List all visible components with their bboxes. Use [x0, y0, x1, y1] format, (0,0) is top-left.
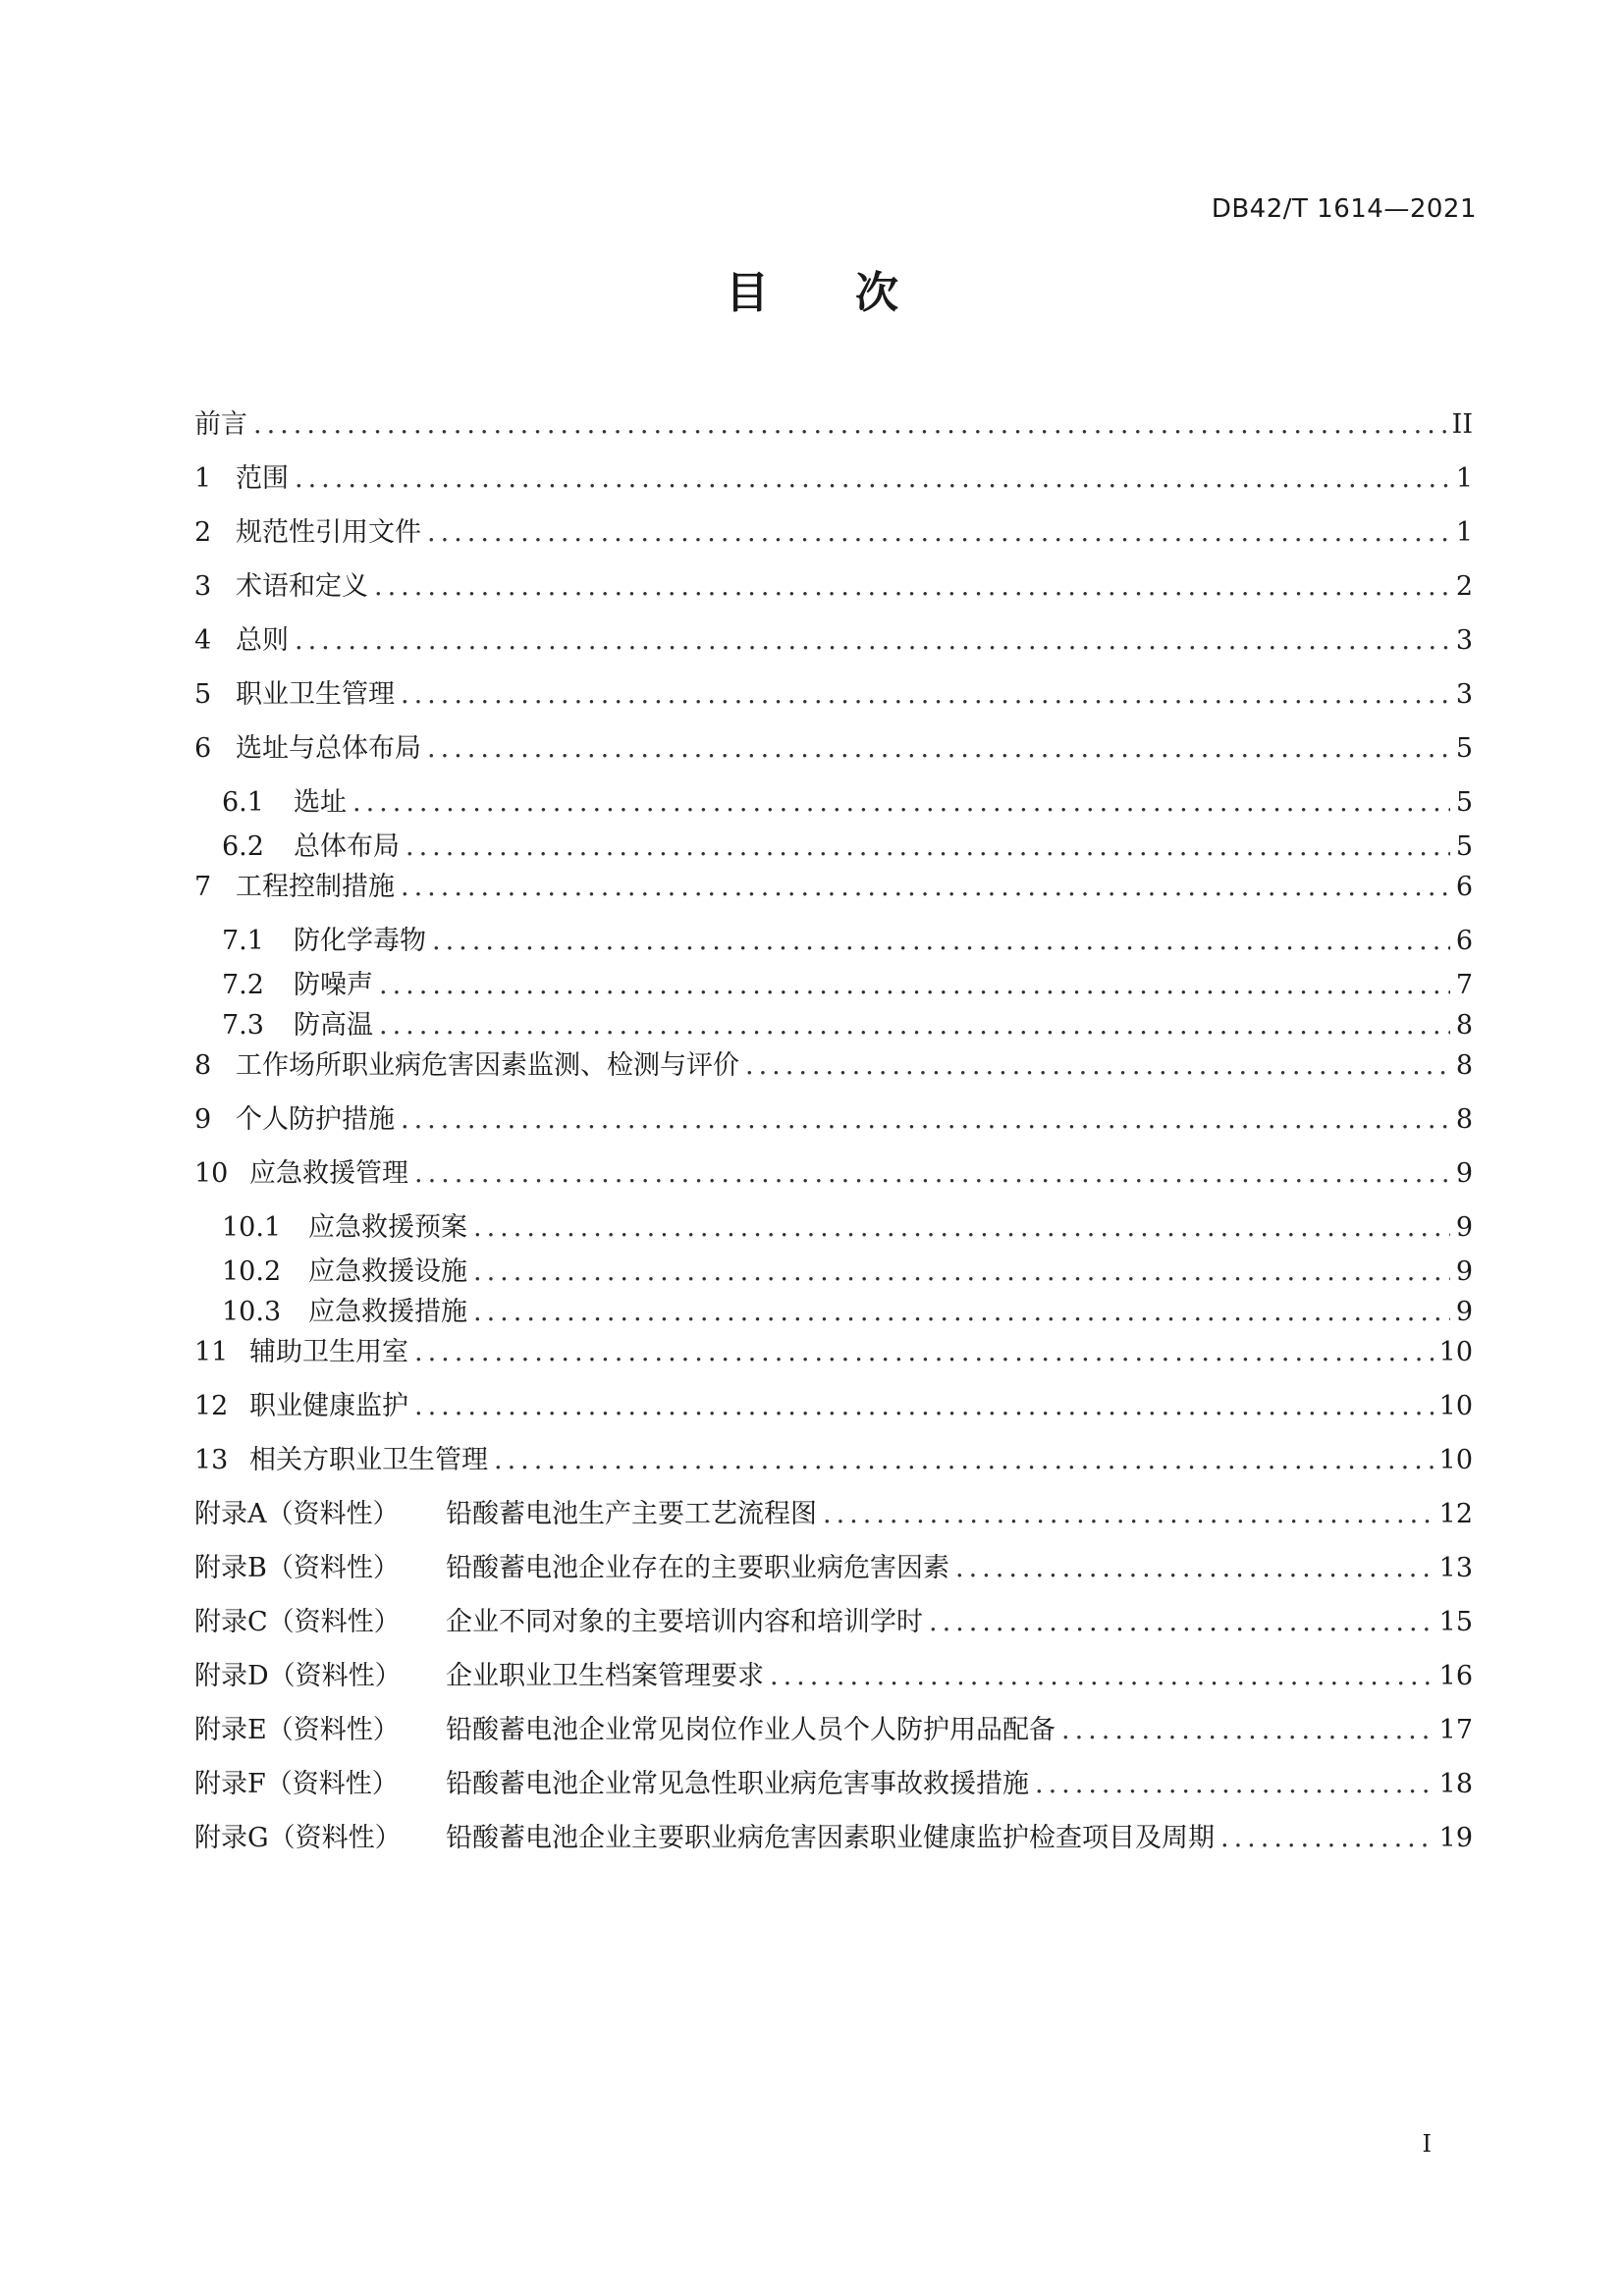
toc-leader-dots — [414, 1337, 1434, 1367]
toc-leader-dots — [379, 970, 1450, 1000]
toc-entry-number: 附录G（资料性） — [194, 1823, 402, 1853]
toc-entry-number: 8 — [194, 1050, 212, 1081]
toc-leader-dots — [929, 1607, 1434, 1637]
toc-leader-dots — [432, 926, 1450, 956]
toc-leader-dots — [1061, 1715, 1434, 1745]
toc-entry-number: 7.1 — [222, 926, 264, 956]
toc-entry[interactable] — [194, 456, 1473, 510]
toc-entry[interactable] — [194, 1250, 1473, 1290]
toc-entry[interactable] — [194, 1043, 1473, 1097]
toc-leader-dots — [427, 733, 1450, 764]
toc-entry-page: 17 — [1438, 1715, 1473, 1745]
toc-entry[interactable] — [194, 1205, 1473, 1250]
toc-entry[interactable] — [194, 618, 1473, 672]
toc-entry[interactable] — [194, 1384, 1473, 1438]
toc-leader-dots — [401, 679, 1450, 710]
toc-leader-dots — [427, 517, 1450, 548]
toc-entry-page: 9 — [1455, 1212, 1473, 1243]
toc-entry-number: 13 — [194, 1445, 229, 1475]
toc-entry-label: 工程控制措施 — [236, 872, 395, 902]
toc-entry-number: 附录D（资料性） — [194, 1661, 402, 1691]
toc-entry[interactable] — [194, 1097, 1473, 1151]
toc-entry-label: 企业职业卫生档案管理要求 — [446, 1661, 764, 1691]
toc-entry-label: 总体布局 — [294, 831, 400, 862]
toc-entry[interactable] — [194, 1708, 1473, 1762]
toc-entry-number: 5 — [194, 679, 212, 710]
toc-entry-number: 附录B（资料性） — [194, 1553, 400, 1583]
toc-entry-number: 6.1 — [222, 787, 264, 818]
toc-leader-dots — [295, 463, 1450, 494]
toc-entry-page: 6 — [1455, 926, 1473, 956]
toc-entry-page: 12 — [1438, 1499, 1473, 1529]
toc-entry[interactable] — [194, 865, 1473, 919]
toc-entry-label: 企业不同对象的主要培训内容和培训学时 — [446, 1607, 923, 1637]
toc-entry-number: 7.2 — [222, 970, 264, 1000]
toc-leader-dots — [494, 1445, 1434, 1475]
toc-entry-label: 应急救援设施 — [308, 1256, 467, 1287]
toc-leader-dots — [473, 1256, 1450, 1287]
toc-entry-page: 9 — [1455, 1256, 1473, 1287]
toc-entry-number: 附录E（资料性） — [194, 1715, 400, 1745]
toc-entry-label: 铅酸蓄电池生产主要工艺流程图 — [446, 1499, 817, 1529]
toc-entry-page: 8 — [1455, 1104, 1473, 1135]
toc-entry-page: 10 — [1438, 1337, 1473, 1367]
toc-entry-label: 防噪声 — [294, 970, 373, 1000]
toc-leader-dots — [374, 571, 1450, 602]
toc-entry-label: 选址与总体布局 — [236, 733, 421, 764]
toc-entry[interactable] — [194, 1492, 1473, 1546]
toc-entry-label: 铅酸蓄电池企业主要职业病危害因素职业健康监护检查项目及周期 — [446, 1823, 1215, 1853]
toc-entry[interactable] — [194, 1762, 1473, 1816]
toc-entry-label: 职业卫生管理 — [236, 679, 395, 710]
toc-entry-label: 应急救援措施 — [308, 1297, 467, 1327]
toc-entry-label: 铅酸蓄电池企业常见岗位作业人员个人防护用品配备 — [446, 1715, 1056, 1745]
toc-entry[interactable] — [194, 1290, 1473, 1330]
toc-entry-page: 19 — [1438, 1823, 1473, 1853]
toc-entry-label: 范围 — [236, 463, 289, 494]
toc-entry-page: 1 — [1455, 517, 1473, 548]
toc-entry-label: 选址 — [294, 787, 347, 818]
toc-entry[interactable] — [194, 1003, 1473, 1043]
toc-entry-label: 总则 — [236, 625, 289, 656]
page-title: 目次 — [726, 268, 985, 318]
toc-entry-number: 附录C（资料性） — [194, 1607, 401, 1637]
toc-entry[interactable] — [194, 963, 1473, 1003]
toc-entry-page: II — [1451, 409, 1473, 440]
toc-entry-page: 5 — [1455, 831, 1473, 862]
toc-entry-page: 3 — [1455, 625, 1473, 656]
toc-entry-page: 7 — [1455, 970, 1473, 1000]
toc-entry[interactable] — [194, 1654, 1473, 1708]
toc-leader-dots — [823, 1499, 1434, 1529]
toc-entry-page: 2 — [1455, 571, 1473, 602]
toc-entry[interactable] — [194, 510, 1473, 564]
toc-entry-page: 15 — [1438, 1607, 1473, 1637]
standard-code: DB42/T 1614—2021 — [1211, 194, 1477, 224]
toc-leader-dots — [1035, 1769, 1434, 1799]
toc-leader-dots — [473, 1297, 1450, 1327]
toc-entry-page: 16 — [1438, 1661, 1473, 1691]
toc-entry[interactable] — [194, 672, 1473, 726]
toc-entry-label: 工作场所职业病危害因素监测、检测与评价 — [236, 1050, 739, 1081]
toc-entry-page: 8 — [1455, 1050, 1473, 1081]
toc-leader-dots — [473, 1212, 1450, 1243]
toc-entry[interactable] — [194, 564, 1473, 618]
toc-leader-dots — [401, 872, 1450, 902]
toc-entry-page: 5 — [1455, 733, 1473, 764]
toc-entry-number: 3 — [194, 571, 212, 602]
toc-entry-label: 防化学毒物 — [294, 926, 426, 956]
toc-leader-dots — [1220, 1823, 1434, 1853]
toc-entry-page: 1 — [1455, 463, 1473, 494]
toc-leader-dots — [414, 1158, 1450, 1189]
toc-entry-number: 附录A（资料性） — [194, 1499, 400, 1529]
toc-entry-number: 9 — [194, 1104, 212, 1135]
toc-entry[interactable] — [194, 726, 1473, 780]
toc-entry-page: 18 — [1438, 1769, 1473, 1799]
toc-entry-number: 7 — [194, 872, 212, 902]
toc-entry[interactable] — [194, 1438, 1473, 1492]
toc-entry-number: 10 — [194, 1158, 229, 1189]
toc-entry-number: 6 — [194, 733, 212, 764]
toc-entry-page: 6 — [1455, 872, 1473, 902]
toc-entry-page: 13 — [1438, 1553, 1473, 1583]
toc-entry[interactable] — [194, 1330, 1473, 1384]
toc-leader-dots — [414, 1391, 1434, 1421]
toc-leader-dots — [295, 625, 1450, 656]
toc-entry-label: 相关方职业卫生管理 — [249, 1445, 488, 1475]
toc-entry-number: 2 — [194, 517, 212, 548]
toc-entry-number: 10.1 — [222, 1212, 282, 1243]
toc-leader-dots — [401, 1104, 1450, 1135]
toc-entry-number: 4 — [194, 625, 212, 656]
toc-leader-dots — [352, 787, 1450, 818]
toc-leader-dots — [253, 409, 1446, 440]
table-of-contents — [194, 402, 1473, 1870]
toc-entry-number: 10.3 — [222, 1297, 282, 1327]
toc-entry-page: 8 — [1455, 1010, 1473, 1041]
toc-entry-page: 9 — [1455, 1158, 1473, 1189]
toc-entry-page: 3 — [1455, 679, 1473, 710]
toc-entry-label: 防高温 — [294, 1010, 373, 1041]
toc-entry[interactable] — [194, 1816, 1473, 1870]
toc-entry-label: 个人防护措施 — [236, 1104, 395, 1135]
toc-entry-label: 铅酸蓄电池企业常见急性职业病危害事故救援措施 — [446, 1769, 1029, 1799]
toc-entry-label: 术语和定义 — [236, 571, 368, 602]
toc-entry-number: 7.3 — [222, 1010, 264, 1041]
toc-entry-number: 10.2 — [222, 1256, 282, 1287]
toc-entry-label: 应急救援管理 — [249, 1158, 408, 1189]
toc-entry-page: 9 — [1455, 1297, 1473, 1327]
toc-entry[interactable] — [194, 780, 1473, 825]
toc-entry[interactable] — [194, 402, 1473, 456]
toc-entry-label: 规范性引用文件 — [236, 517, 421, 548]
toc-leader-dots — [745, 1050, 1450, 1081]
toc-entry[interactable] — [194, 1546, 1473, 1600]
toc-entry-label: 职业健康监护 — [249, 1391, 408, 1421]
page-number: I — [1422, 2130, 1432, 2158]
toc-entry-page: 10 — [1438, 1445, 1473, 1475]
toc-entry-page: 5 — [1455, 787, 1473, 818]
toc-entry[interactable] — [194, 1600, 1473, 1654]
toc-entry-number: 6.2 — [222, 831, 264, 862]
toc-entry-label: 应急救援预案 — [308, 1212, 467, 1243]
toc-entry[interactable] — [194, 1151, 1473, 1205]
toc-entry-number: 12 — [194, 1391, 229, 1421]
toc-entry-page: 10 — [1438, 1391, 1473, 1421]
toc-entry[interactable] — [194, 825, 1473, 865]
toc-leader-dots — [770, 1661, 1434, 1691]
toc-entry-number: 1 — [194, 463, 212, 494]
toc-entry-label: 前言 — [194, 409, 247, 440]
toc-entry-number: 附录F（资料性） — [194, 1769, 399, 1799]
toc-leader-dots — [406, 831, 1450, 862]
toc-leader-dots — [379, 1010, 1450, 1041]
toc-entry-number: 11 — [194, 1337, 229, 1367]
toc-entry[interactable] — [194, 919, 1473, 963]
toc-leader-dots — [955, 1553, 1434, 1583]
toc-entry-label: 辅助卫生用室 — [249, 1337, 408, 1367]
toc-entry-label: 铅酸蓄电池企业存在的主要职业病危害因素 — [446, 1553, 949, 1583]
